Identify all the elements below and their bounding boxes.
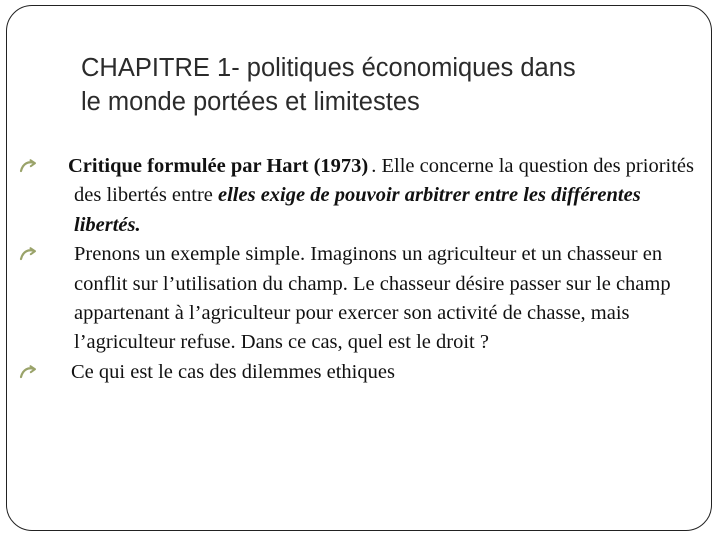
critique-bold-italic-text: elles exige de pouvoir arbitrer entre les différentes libertés.: [74, 184, 641, 236]
title-line-1: CHAPITRE 1- politiques économiques dans: [81, 54, 576, 82]
slide-body: [19, 152, 709, 387]
bullet-item-exemple: [19, 240, 709, 358]
critique-bold-text: Critique formulée par Hart (1973): [68, 155, 369, 177]
dilemmes-text: Ce qui est le cas des dilemmes ethiques: [71, 360, 395, 383]
curved-arrow-bullet-icon: [19, 364, 37, 380]
curved-arrow-bullet-icon: [19, 246, 37, 262]
bullet-item-critique: [19, 152, 709, 240]
exemple-text: Prenons un exemple simple. Imaginons un agriculteur et un chasseur en conflit sur l’utilisation du champ. Le chasseur désire passer sur le champ appartenant à l’agriculteur pour exercer son activité de chasse, mais l’agriculteur refuse. Dans ce cas, quel est le droit ?: [74, 243, 671, 354]
curved-arrow-bullet-icon: [19, 158, 37, 174]
title-line-2: le monde portées et limitestes: [81, 88, 420, 116]
slide-title: [81, 51, 711, 119]
bullet-item-dilemmes: [19, 358, 709, 387]
critique-plain-text: . Elle concerne la question des priorités des libertés entre: [74, 155, 694, 207]
